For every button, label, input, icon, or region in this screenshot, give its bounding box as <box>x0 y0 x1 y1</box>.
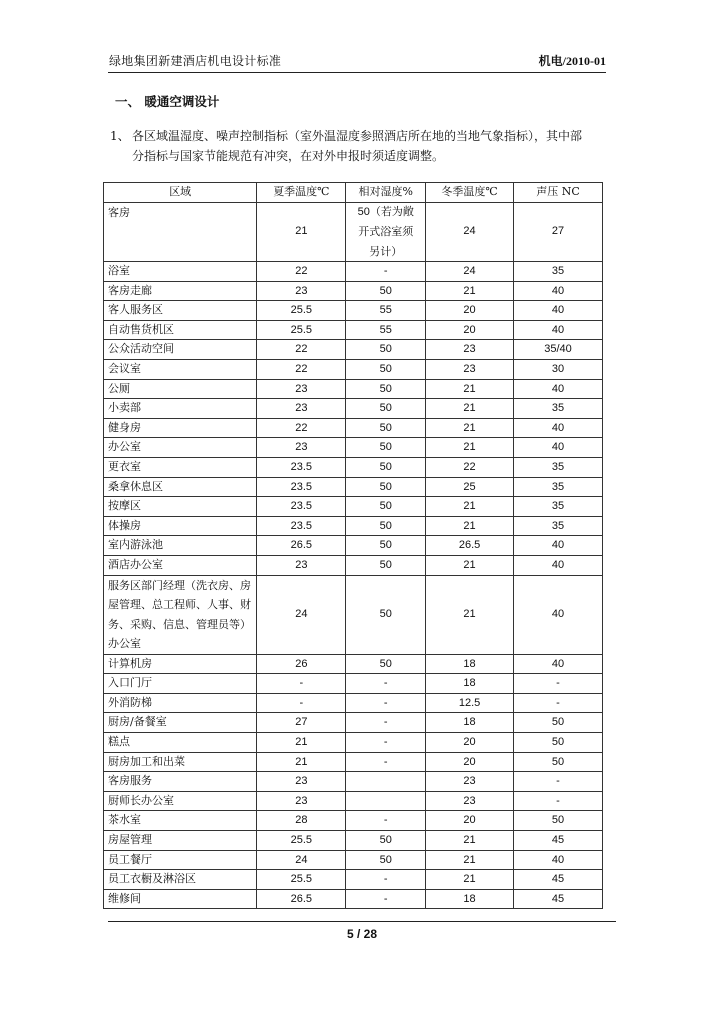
cell-summer: 25.5 <box>257 301 346 321</box>
cell-summer: 23 <box>257 438 346 458</box>
header-winter-temp: 冬季温度℃ <box>426 183 514 203</box>
cell-winter: 20 <box>426 301 514 321</box>
cell-area: 酒店办公室 <box>104 556 257 576</box>
table-row <box>104 850 603 870</box>
cell-winter: 22 <box>426 458 514 478</box>
cell-humidity: 50 <box>346 830 426 850</box>
paragraph-number: 1、 <box>110 129 130 143</box>
paragraph-line-2: 分指标与国家节能规范有冲突，在对外申报时须适度调整。 <box>132 149 445 163</box>
cell-area: 员工衣橱及淋浴区 <box>104 870 257 890</box>
table-row <box>104 870 603 890</box>
table-row <box>104 772 603 792</box>
cell-summer: 26.5 <box>257 536 346 556</box>
cell-area: 计算机房 <box>104 654 257 674</box>
cell-humidity: 50 <box>346 458 426 478</box>
cell-humidity: 50 <box>346 850 426 870</box>
cell-summer: 25.5 <box>257 870 346 890</box>
cell-winter: 20 <box>426 320 514 340</box>
cell-winter: 20 <box>426 811 514 831</box>
cell-nc: 35 <box>514 477 603 497</box>
cell-nc: 35 <box>514 399 603 419</box>
cell-nc: - <box>514 674 603 694</box>
cell-humidity: 50 <box>346 281 426 301</box>
cell-winter: 20 <box>426 752 514 772</box>
hvac-spec-table <box>103 182 603 909</box>
cell-winter: 18 <box>426 889 514 909</box>
intro-paragraph <box>110 126 620 166</box>
cell-area: 公众活动空间 <box>104 340 257 360</box>
cell-area: 茶水室 <box>104 811 257 831</box>
cell-humidity: 50 <box>346 477 426 497</box>
table-row <box>104 536 603 556</box>
cell-summer: 22 <box>257 418 346 438</box>
cell-area: 员工餐厅 <box>104 850 257 870</box>
cell-nc: 40 <box>514 418 603 438</box>
cell-winter: 23 <box>426 791 514 811</box>
cell-nc: 35 <box>514 516 603 536</box>
table-row <box>104 791 603 811</box>
table-row <box>104 360 603 380</box>
table-row <box>104 340 603 360</box>
cell-winter: 21 <box>426 379 514 399</box>
table-row <box>104 438 603 458</box>
cell-winter: 21 <box>426 497 514 517</box>
cell-area: 办公室 <box>104 438 257 458</box>
cell-humidity: 50 <box>346 438 426 458</box>
cell-area: 糕点 <box>104 732 257 752</box>
cell-summer: 25.5 <box>257 830 346 850</box>
table-header-row <box>104 183 603 203</box>
cell-area: 厨师长办公室 <box>104 791 257 811</box>
cell-humidity: 50 <box>346 536 426 556</box>
cell-winter: 21 <box>426 870 514 890</box>
table-row <box>104 262 603 282</box>
cell-summer: 23 <box>257 281 346 301</box>
cell-area: 公厕 <box>104 379 257 399</box>
table-row <box>104 811 603 831</box>
cell-winter: 21 <box>426 850 514 870</box>
header-divider <box>108 72 606 73</box>
cell-winter: 12.5 <box>426 693 514 713</box>
table-row-guestroom <box>104 202 603 262</box>
cell-summer: 23 <box>257 379 346 399</box>
cell-humidity <box>346 772 426 792</box>
cell-winter: 21 <box>426 516 514 536</box>
cell-humidity: 50 <box>346 497 426 517</box>
cell-nc: 40 <box>514 438 603 458</box>
cell-humidity: 55 <box>346 301 426 321</box>
cell-humidity: 50 <box>346 340 426 360</box>
cell-humidity: 50 <box>346 556 426 576</box>
table-row <box>104 830 603 850</box>
cell-summer: 23.5 <box>257 458 346 478</box>
table-row <box>104 752 603 772</box>
cell-nc: - <box>514 791 603 811</box>
cell-nc: 40 <box>514 301 603 321</box>
cell-nc: 27 <box>514 202 603 262</box>
cell-nc: 45 <box>514 889 603 909</box>
cell-humidity: 50 <box>346 516 426 536</box>
cell-nc: 40 <box>514 850 603 870</box>
cell-area: 客房 <box>104 202 257 262</box>
cell-summer: 21 <box>257 752 346 772</box>
cell-humidity: - <box>346 693 426 713</box>
cell-summer: 21 <box>257 732 346 752</box>
table-row <box>104 516 603 536</box>
cell-area: 房屋管理 <box>104 830 257 850</box>
header-humidity: 相对湿度% <box>346 183 426 203</box>
cell-area: 客房走廊 <box>104 281 257 301</box>
cell-area: 健身房 <box>104 418 257 438</box>
cell-nc: 50 <box>514 713 603 733</box>
cell-area: 维修间 <box>104 889 257 909</box>
cell-humidity: 50 <box>346 379 426 399</box>
cell-nc: 45 <box>514 870 603 890</box>
cell-area: 客人服务区 <box>104 301 257 321</box>
table-row <box>104 320 603 340</box>
table-row <box>104 399 603 419</box>
cell-winter: 20 <box>426 732 514 752</box>
cell-summer: 24 <box>257 850 346 870</box>
cell-area: 服务区部门经理（洗衣房、房 屋管理、总工程师、人事、财 务、采购、信息、管理员等） 办公室 <box>104 575 257 654</box>
cell-humidity: 50（若为敞 开式浴室须 另计） <box>346 202 426 262</box>
cell-area: 入口门厅 <box>104 674 257 694</box>
cell-winter: 21 <box>426 830 514 850</box>
table-row <box>104 281 603 301</box>
table-row <box>104 301 603 321</box>
cell-nc: 40 <box>514 536 603 556</box>
cell-summer: 26 <box>257 654 346 674</box>
cell-winter: 18 <box>426 654 514 674</box>
header-area: 区域 <box>104 183 257 203</box>
cell-area: 厨房/备餐室 <box>104 713 257 733</box>
cell-summer: - <box>257 674 346 694</box>
cell-humidity: 50 <box>346 575 426 654</box>
table-row <box>104 732 603 752</box>
cell-nc: - <box>514 693 603 713</box>
cell-nc: 30 <box>514 360 603 380</box>
page-number: 5 / 28 <box>346 927 378 941</box>
cell-winter: 23 <box>426 340 514 360</box>
cell-summer: 23 <box>257 772 346 792</box>
paragraph-line-1: 1、 各区域温湿度、噪声控制指标（室外温湿度参照酒店所在地的当地气象指标），其中部 <box>110 126 620 146</box>
cell-summer: 23.5 <box>257 497 346 517</box>
cell-area: 外消防梯 <box>104 693 257 713</box>
cell-area: 浴室 <box>104 262 257 282</box>
cell-humidity: - <box>346 732 426 752</box>
cell-summer: 22 <box>257 360 346 380</box>
section-title: 一、 暖通空调设计 <box>115 94 220 109</box>
cell-summer: 23 <box>257 791 346 811</box>
cell-nc: - <box>514 772 603 792</box>
cell-humidity: 50 <box>346 360 426 380</box>
document-title: 绿地集团新建酒店机电设计标准 <box>109 54 282 68</box>
cell-humidity: - <box>346 811 426 831</box>
cell-summer: 21 <box>257 202 346 262</box>
cell-humidity: 50 <box>346 654 426 674</box>
cell-winter: 21 <box>426 399 514 419</box>
cell-summer: 25.5 <box>257 320 346 340</box>
cell-nc: 40 <box>514 575 603 654</box>
cell-humidity: - <box>346 262 426 282</box>
table-row <box>104 693 603 713</box>
cell-humidity: - <box>346 713 426 733</box>
cell-summer: 22 <box>257 340 346 360</box>
cell-area: 小卖部 <box>104 399 257 419</box>
cell-nc: 40 <box>514 654 603 674</box>
cell-winter: 24 <box>426 202 514 262</box>
cell-area: 厨房加工和出菜 <box>104 752 257 772</box>
table-row-service-managers <box>104 575 603 654</box>
header-noise-nc: 声压 NC <box>514 183 603 203</box>
cell-nc: 40 <box>514 379 603 399</box>
table-row <box>104 477 603 497</box>
cell-area: 室内游泳池 <box>104 536 257 556</box>
cell-winter: 23 <box>426 772 514 792</box>
cell-winter: 18 <box>426 713 514 733</box>
cell-humidity: - <box>346 870 426 890</box>
cell-summer: 23.5 <box>257 477 346 497</box>
cell-humidity: 55 <box>346 320 426 340</box>
cell-humidity <box>346 791 426 811</box>
cell-nc: 35 <box>514 497 603 517</box>
cell-area: 会议室 <box>104 360 257 380</box>
cell-nc: 50 <box>514 811 603 831</box>
cell-winter: 21 <box>426 438 514 458</box>
table-row <box>104 556 603 576</box>
cell-nc: 50 <box>514 752 603 772</box>
cell-winter: 21 <box>426 281 514 301</box>
cell-winter: 18 <box>426 674 514 694</box>
table-row <box>104 379 603 399</box>
table-row <box>104 497 603 517</box>
cell-winter: 25 <box>426 477 514 497</box>
table-row <box>104 713 603 733</box>
table-row <box>104 418 603 438</box>
cell-nc: 35 <box>514 458 603 478</box>
cell-winter: 21 <box>426 575 514 654</box>
cell-winter: 21 <box>426 418 514 438</box>
table-row <box>104 458 603 478</box>
cell-area: 按摩区 <box>104 497 257 517</box>
header-summer-temp: 夏季温度℃ <box>257 183 346 203</box>
cell-summer: 23 <box>257 399 346 419</box>
cell-nc: 40 <box>514 320 603 340</box>
cell-area: 桑拿休息区 <box>104 477 257 497</box>
cell-area: 自动售货机区 <box>104 320 257 340</box>
cell-winter: 24 <box>426 262 514 282</box>
cell-nc: 50 <box>514 732 603 752</box>
cell-nc: 45 <box>514 830 603 850</box>
cell-summer: 26.5 <box>257 889 346 909</box>
cell-summer: 24 <box>257 575 346 654</box>
cell-nc: 35/40 <box>514 340 603 360</box>
cell-winter: 26.5 <box>426 536 514 556</box>
cell-summer: 23 <box>257 556 346 576</box>
cell-winter: 21 <box>426 556 514 576</box>
cell-nc: 40 <box>514 281 603 301</box>
cell-winter: 23 <box>426 360 514 380</box>
cell-nc: 40 <box>514 556 603 576</box>
cell-summer: 22 <box>257 262 346 282</box>
cell-summer: 28 <box>257 811 346 831</box>
table-row <box>104 889 603 909</box>
cell-humidity: - <box>346 674 426 694</box>
cell-summer: 23.5 <box>257 516 346 536</box>
cell-humidity: - <box>346 752 426 772</box>
cell-summer: 27 <box>257 713 346 733</box>
cell-summer: - <box>257 693 346 713</box>
table-row <box>104 674 603 694</box>
cell-area: 更衣室 <box>104 458 257 478</box>
table-row <box>104 654 603 674</box>
cell-nc: 35 <box>514 262 603 282</box>
document-code: 机电/2010-01 <box>538 54 606 68</box>
cell-humidity: - <box>346 889 426 909</box>
cell-humidity: 50 <box>346 399 426 419</box>
cell-area: 客房服务 <box>104 772 257 792</box>
footer-divider <box>108 921 616 922</box>
cell-humidity: 50 <box>346 418 426 438</box>
cell-area: 体操房 <box>104 516 257 536</box>
